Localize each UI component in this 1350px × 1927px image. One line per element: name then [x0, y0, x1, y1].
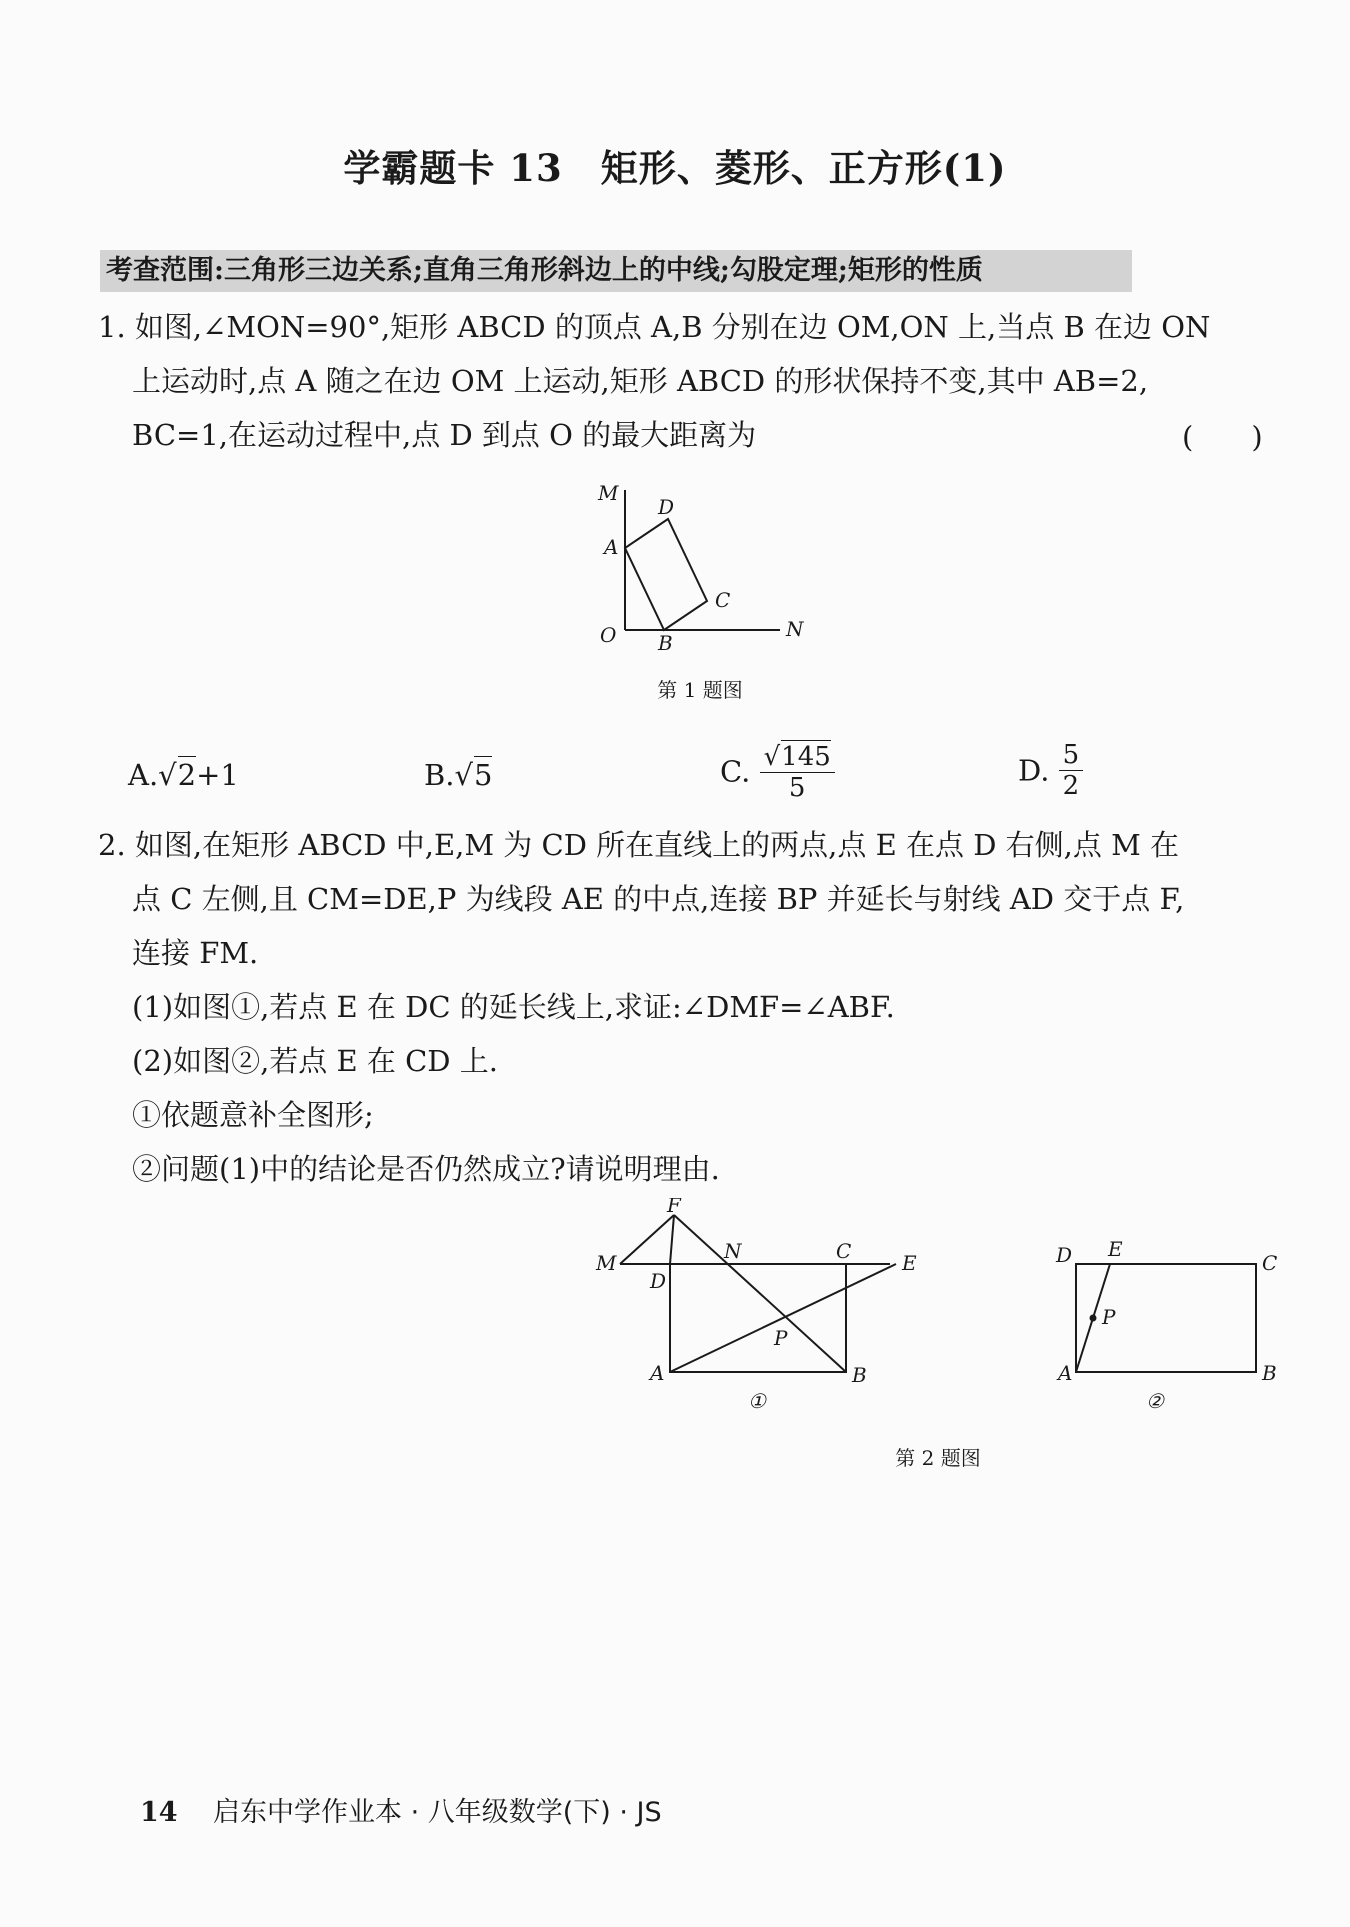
book-title: 启东中学作业本 · 八年级数学(下) · JS: [212, 1797, 662, 1828]
question-2-part-2: (2)如图②,若点 E 在 CD 上.: [132, 1044, 498, 1078]
label-a: A: [650, 1361, 665, 1385]
rectangle-abcd-fig1: [670, 1264, 846, 1372]
page-footer: [140, 1790, 662, 1829]
label-p: P: [774, 1326, 788, 1350]
label-c: C: [836, 1239, 852, 1263]
choices-q1: [128, 740, 1228, 830]
question-2-line-3: 连接 FM.: [132, 936, 259, 970]
question-2-part-2-b: ②问题(1)中的结论是否仍然成立?请说明理由.: [132, 1152, 720, 1186]
question-2-figure-2: [1046, 1238, 1286, 1418]
figure-tag-2: ②: [1146, 1389, 1164, 1413]
question-2: [98, 818, 1278, 1196]
figure-1-caption: 第 1 题图: [657, 678, 743, 702]
exam-scope-banner: 考查范围:三角形三边关系;直角三角形斜边上的中线;勾股定理;矩形的性质: [100, 250, 1132, 292]
label-n: N: [724, 1239, 742, 1263]
label-b: B: [852, 1363, 867, 1387]
choice-d[interactable]: D. $\frac{5}{2}$: [1018, 740, 1083, 801]
label-m: M: [598, 481, 619, 505]
rectangle-abcd: [625, 519, 707, 630]
segment-mf: [620, 1215, 674, 1264]
answer-bracket: ( ): [1182, 420, 1263, 454]
segment-fd: [670, 1215, 674, 1264]
question-2-line-1: 2. 如图,在矩形 ABCD 中,E,M 为 CD 所在直线上的两点,点 E 在点 D 右侧,点 M 在: [98, 828, 1180, 862]
label-b: B: [1262, 1361, 1277, 1385]
question-1-figure: [590, 480, 820, 660]
question-1-line-2: 上运动时,点 A 随之在边 OM 上运动,矩形 ABCD 的形状保持不变,其中 AB=2,: [132, 364, 1149, 398]
question-2-line-2: 点 C 左侧,且 CM=DE,P 为线段 AE 的中点,连接 BP 并延长与射线 AD 交于点 F,: [132, 882, 1185, 916]
question-1: [98, 300, 1278, 462]
figure-tag-1: ①: [748, 1389, 766, 1413]
page-title: 学霸题卡 13 矩形、菱形、正方形(1): [343, 146, 1007, 190]
page-number: 14: [140, 1797, 178, 1828]
label-o: O: [600, 623, 617, 647]
point-p: [1090, 1315, 1097, 1322]
label-a: A: [1058, 1361, 1073, 1385]
question-2-figure-1: [590, 1198, 930, 1418]
label-e: E: [902, 1251, 917, 1275]
label-f: F: [667, 1198, 681, 1217]
label-p: P: [1102, 1305, 1116, 1329]
label-b: B: [658, 631, 673, 655]
segment-ae: [670, 1264, 896, 1372]
label-d: D: [1056, 1243, 1073, 1267]
choice-c[interactable]: C. $\frac{√145}{5}$: [720, 740, 835, 803]
label-n: N: [786, 617, 804, 641]
figure-2-caption: 第 2 题图: [895, 1446, 981, 1470]
question-2-part-1: (1)如图①,若点 E 在 DC 的延长线上,求证:∠DMF=∠ABF.: [132, 990, 895, 1024]
label-c: C: [715, 588, 731, 612]
label-d: D: [658, 495, 675, 519]
segment-fb: [674, 1215, 846, 1372]
choice-b[interactable]: B.√5: [424, 758, 493, 792]
question-1-line-3: BC=1,在运动过程中,点 D 到点 O 的最大距离为: [132, 418, 757, 452]
label-d: D: [650, 1269, 667, 1293]
choice-a[interactable]: A.√2+1: [128, 758, 239, 792]
question-2-part-2-a: ①依题意补全图形;: [132, 1098, 374, 1132]
label-a: A: [604, 535, 619, 559]
question-1-line-1: 1. 如图,∠MON=90°,矩形 ABCD 的顶点 A,B 分别在边 OM,ON 上,当点 B 在边 ON: [98, 310, 1211, 344]
label-m: M: [596, 1251, 617, 1275]
label-e: E: [1108, 1238, 1123, 1261]
label-c: C: [1262, 1251, 1278, 1275]
